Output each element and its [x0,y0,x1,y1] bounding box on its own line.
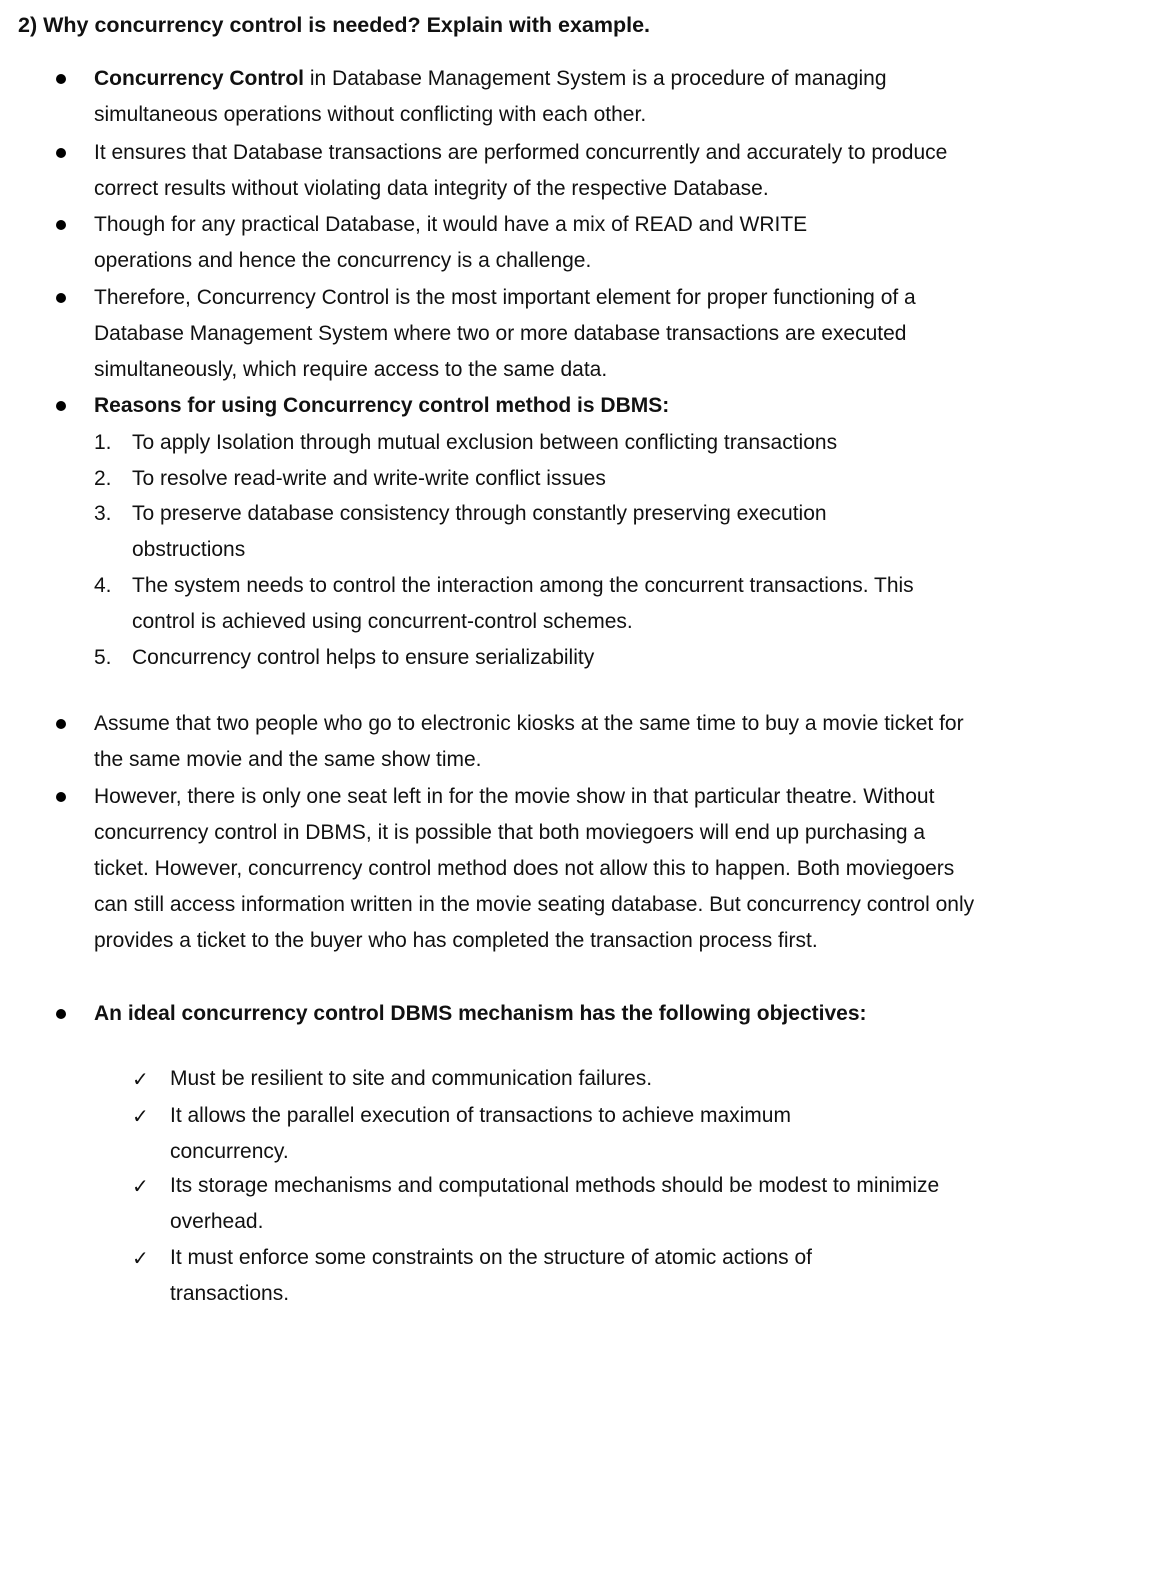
bullet-text: It ensures that Database transactions are performed concurrently and accurately to produce correct results without violating data integrity of the respective Database. [94,141,948,200]
bullet-dot-icon [56,792,66,802]
bullet-bold-text: Concurrency Control [94,67,305,90]
item-number: 3. [94,502,112,525]
section-subheading: An ideal concurrency control DBMS mechanism has the following objectives: [94,1002,867,1025]
bullet-text: Though for any practical Database, it would have a mix of READ and WRITE operations and hence the concurrency is a challenge. [94,213,808,272]
bullet-text: Therefore, Concurrency Control is the most important element for proper functioning of a Database Management System where two or more database transactions are executed simultaneously, which require access to the same data. [94,286,916,381]
checkmark-icon: ✓ [132,1174,149,1198]
bullet-dot-icon [56,220,66,230]
bullet-text: in Database Management System is a procedure of managing simultaneous operations without conflicting with each other. [94,67,887,126]
bullet-dot-icon [56,74,66,84]
checkmark-icon: ✓ [132,1246,149,1270]
bullet-dot-icon [56,1009,66,1019]
objective-text: Must be resilient to site and communication failures. [170,1067,653,1090]
item-number: 4. [94,574,112,597]
item-text: The system needs to control the interaction among the concurrent transactions. This control is achieved using concurrent-control schemes. [132,574,914,633]
item-number: 5. [94,646,112,669]
item-text: To resolve read-write and write-write conflict issues [132,467,606,490]
item-text: To apply Isolation through mutual exclusion between conflicting transactions [132,431,838,454]
item-text: To preserve database consistency through constantly preserving execution obstructions [132,502,827,561]
bullet-dot-icon [56,719,66,729]
item-text: Concurrency control helps to ensure serializability [132,646,595,669]
checkmark-icon: ✓ [132,1067,149,1091]
bullet-dot-icon [56,148,66,158]
objective-text: It must enforce some constraints on the structure of atomic actions of transactions. [170,1246,812,1305]
bullet-dot-icon [56,293,66,303]
bullet-dot-icon [56,401,66,411]
objective-text: Its storage mechanisms and computational methods should be modest to minimize overhead. [170,1174,940,1233]
item-number: 2. [94,467,112,490]
objective-text: It allows the parallel execution of transactions to achieve maximum concurrency. [170,1104,791,1163]
item-number: 1. [94,431,112,454]
question-heading: 2) Why concurrency control is needed? Explain with example. [18,13,651,37]
checkmark-icon: ✓ [132,1104,149,1128]
section-subheading: Reasons for using Concurrency control method is DBMS: [94,394,670,417]
bullet-text: However, there is only one seat left in for the movie show in that particular theatre. Without concurrency control in DBMS, it is possible that both moviegoers will end up purchasing a ticket. However, concurrency control method does not allow this to happen. Both moviegoers can still access information written in the movie seating database. But concurrency control only provides a ticket to the buyer who has completed the transaction process first. [94,785,975,952]
bullet-text: Assume that two people who go to electronic kiosks at the same time to buy a movie ticket for the same movie and the same show time. [94,712,964,771]
